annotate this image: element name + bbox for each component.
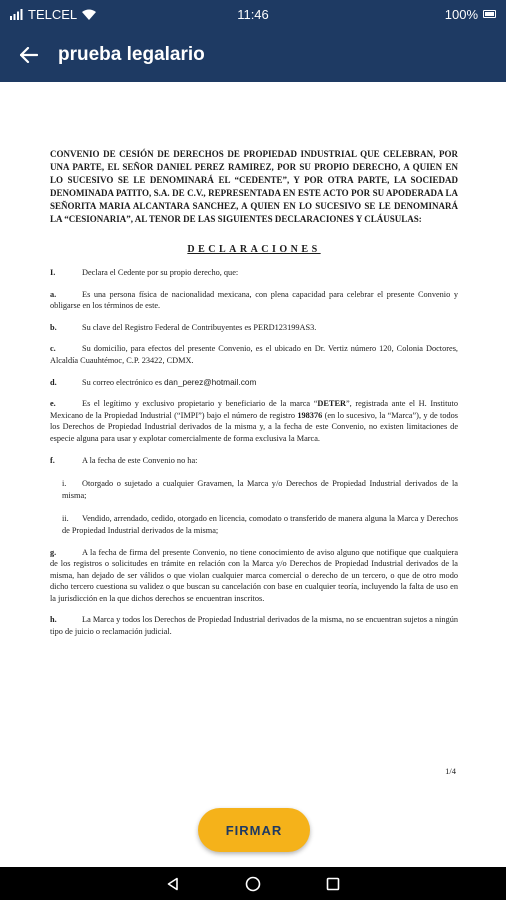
status-time: 11:46 <box>237 6 269 22</box>
declaration-label: a. <box>50 289 57 299</box>
declaration-label: c. <box>50 344 56 354</box>
app-bar <box>0 28 506 82</box>
nav-home-button[interactable] <box>238 869 268 899</box>
declaration-text: La Marca y todos los Derechos de Propiedad Industrial derivados de la misma, no se encuentran sujetos a ningún tipo de juicio o reclamación judicial. <box>50 615 458 637</box>
navigation-bar <box>0 867 506 900</box>
declaration-h <box>50 614 458 637</box>
declaration-text: ”, registrada ante el H. Instituto Mexicano de la Propiedad Industrial (“IMPI”) bajo el número de registro <box>50 399 458 420</box>
declaration-text: Su domicilio, para efectos del presente Convenio, es el ubicado en Dr. Vertiz número 120, Colonia Doctores, Alcaldía Cuauhtémoc, C.P. 23422, CDMX. <box>50 344 458 365</box>
registration-number: 198376 <box>297 410 323 420</box>
sign-button[interactable]: FIRMAR <box>198 808 310 852</box>
nav-recents-button[interactable] <box>318 869 348 899</box>
declaration-label: f. <box>50 455 55 465</box>
declaration-label: ii. <box>62 514 69 524</box>
declaration-text: Su clave del Registro Federal de Contribuyentes es PERD123199AS3. <box>82 322 317 332</box>
declaration-label: i. <box>62 479 67 489</box>
square-recents-icon <box>326 877 340 891</box>
app-title: prueba legalario <box>58 44 205 65</box>
declaration-f-ii <box>62 513 458 536</box>
declaration-label: g. <box>50 547 57 557</box>
declaration-label: b. <box>50 322 57 332</box>
declaration-e <box>50 398 458 444</box>
battery-icon <box>483 10 496 18</box>
document-heading: CONVENIO DE CESIÓN DE DERECHOS DE PROPIEDAD INDUSTRIAL QUE CELEBRAN, POR UNA PARTE, EL SEÑOR DANIEL PEREZ RAMIREZ, POR SU PROPIO DERECHO, A QUIEN EN LO SUCESIVO SE LE DENOMINARÁ EL “CEDENTE”, Y POR OTRA PARTE, LA SOCIEDAD DENOMINADA PATITO, S.A. DE C.V., REPRESENTADA EN ESTE ACTO POR SU APODERADA LA SEÑORITA MARIA ALCANTARA SANCHEZ, A QUIEN EN LO SUCESIVO SE LE DENOMINARÁ LA “CESIONARIA”, AL TENOR DE LAS SIGUIENTES DECLARACIONES Y CLÁUSULAS: <box>50 149 458 224</box>
status-right <box>296 7 496 22</box>
back-button[interactable] <box>0 28 58 82</box>
declaration-f <box>50 455 458 467</box>
declaration-b <box>50 322 458 334</box>
arrow-back-icon <box>20 47 38 63</box>
declaration-label: e. <box>50 399 56 409</box>
declaration-text: Su correo electrónico es <box>82 377 165 387</box>
section-title: DECLARACIONES <box>187 244 321 255</box>
declaration-label: d. <box>50 377 57 387</box>
carrier-label: TELCEL <box>28 6 78 22</box>
status-bar <box>0 0 506 28</box>
declaration-c <box>50 343 458 366</box>
email-text: dan_perez@hotmail.com <box>164 376 257 387</box>
declaration-text: Es el legítimo y exclusivo propietario y beneficiario de la marca “ <box>82 399 318 409</box>
declaration-text: A la fecha de este Convenio no ha: <box>82 455 198 465</box>
declaration-text: (en lo sucesivo, la “Marca”), y de todos los Derechos de Propiedad Industrial derivados de la misma y, a la fecha de este Convenio, no existen limitaciones de especie alguna para usar y explotar comercialmente de forma exclusiva la Marca. <box>50 410 458 443</box>
declaration-text: Es una persona física de nacionalidad mexicana, con plena capacidad para celebrar el presente Convenio y obligarse en los términos de este. <box>50 289 458 311</box>
circle-home-icon <box>245 876 261 892</box>
triangle-back-icon <box>166 877 180 891</box>
declaration-text: Vendido, arrendado, cedido, otorgado en licencia, comodato o transferido de manera alguna la Marca y Derechos de Propiedad Industrial derivados de la misma; <box>62 514 458 535</box>
mark-name: DETER <box>317 399 346 409</box>
battery-percent: 100% <box>444 6 478 22</box>
declaration-text: Otorgado o sujetado a cualquier Gravamen, la Marca y/o Derechos de Propiedad Industrial derivados de la misma; <box>62 479 458 500</box>
document-page <box>50 148 458 638</box>
declaration-f-i <box>62 478 458 501</box>
declaration-text: Declara el Cedente por su propio derecho, que: <box>82 268 239 277</box>
declaration-I <box>50 267 458 279</box>
declaration-label: h. <box>50 615 57 625</box>
declaration-d <box>50 377 458 389</box>
declaration-a <box>50 289 458 312</box>
wifi-icon <box>82 9 96 20</box>
declaration-g <box>50 547 458 605</box>
page-indicator: 1/4 <box>445 766 456 776</box>
status-left <box>10 7 210 22</box>
signal-icon <box>10 9 23 20</box>
declaration-text: A la fecha de firma del presente Convenio, no tiene conocimiento de aviso alguno que notifique que cualquiera de los registros o solicitudes en trámite en relación con la Marca y/o Derechos de Propiedad Industrial derivados de la misma, han dejado de ser válidos o que violan cualquier marca comercial o derecho de un tercero, o que de otro modo dicho tercero cuestiona su validez o que buscan su cancelación con base en cualquier teoría, incluyendo la falta de uso en la jurisdicción en la que dichos derechos se encuentran inscritos. <box>50 547 458 603</box>
document-viewer[interactable] <box>0 82 506 867</box>
declaration-label: I. <box>50 268 56 277</box>
nav-back-button[interactable] <box>158 869 188 899</box>
